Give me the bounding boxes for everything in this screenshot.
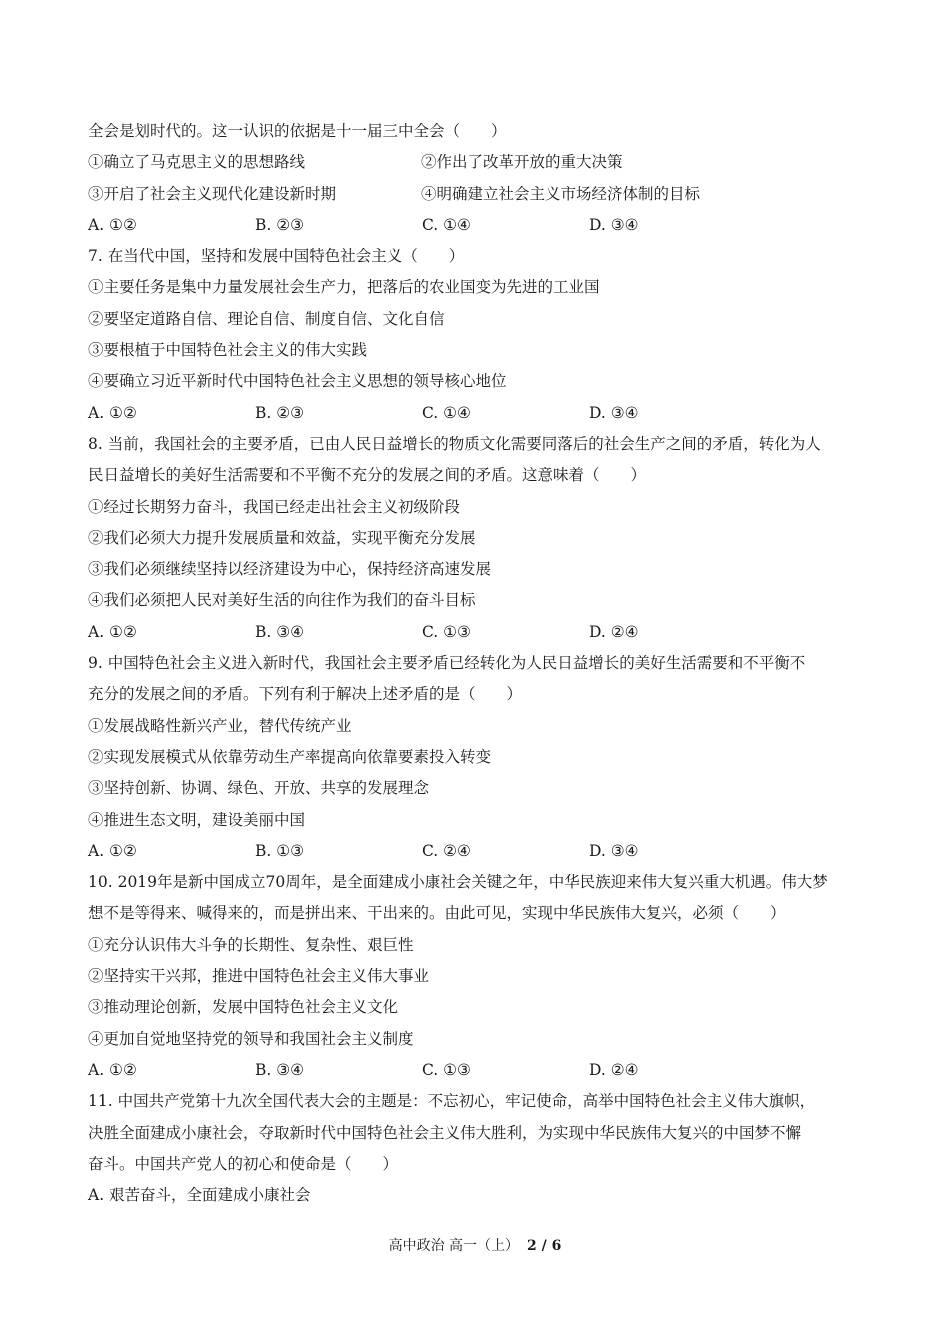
q10-choice-c: C. ①③: [422, 1060, 471, 1079]
q9-choice-b: B. ①③: [255, 841, 305, 860]
q6-choice-b: B. ②③: [255, 215, 305, 234]
q9-choice-c: C. ②④: [422, 841, 471, 860]
q6-option-1: ①确立了马克思主义的思想路线: [88, 153, 306, 172]
exam-content: [88, 116, 868, 1211]
q11-stem-line-3: 奋斗。中国共产党人的初心和使命是（ ）: [88, 1154, 399, 1173]
q8-choice-b: B. ③④: [255, 622, 305, 641]
q9-choices: [88, 836, 868, 867]
q8-option-4: ④我们必须把人民对美好生活的向往作为我们的奋斗目标: [88, 591, 476, 610]
q9-option-4: ④推进生态文明，建设美丽中国: [88, 810, 306, 829]
q8-option-3: ③我们必须继续坚持以经济建设为中心，保持经济高速发展: [88, 560, 492, 579]
q11-stem-line-1: 11. 中国共产党第十九次全国代表大会的主题是：不忘初心，牢记使命，高举中国特色社会主义伟大旗帜，: [88, 1092, 816, 1111]
q10-stem-line-1: 10. 2019年是新中国成立70周年，是全面建成小康社会关键之年，中华民族迎来伟大复兴重大机遇。伟大梦: [88, 873, 828, 892]
q7-option-3: ③要根植于中国特色社会主义的伟大实践: [88, 341, 368, 360]
q8-stem-line-1: 8. 当前，我国社会的主要矛盾，已由人民日益增长的物质文化需要同落后的社会生产之间的矛盾，转化为人: [88, 434, 821, 453]
q9-stem-line-1: 9. 中国特色社会主义进入新时代，我国社会主要矛盾已经转化为人民日益增长的美好生活需要和不平衡不: [88, 654, 806, 673]
q7-option-1: ①主要任务是集中力量发展社会生产力，把落后的农业国变为先进的工业国: [88, 278, 600, 297]
q7-choice-d: D. ③④: [589, 403, 639, 422]
q9-choice-a: A. ①②: [88, 841, 137, 860]
q9-option-3: ③坚持创新、协调、绿色、开放、共享的发展理念: [88, 779, 430, 798]
q7-option-2: ②要坚定道路自信、理论自信、制度自信、文化自信: [88, 309, 445, 328]
q8-option-2: ②我们必须大力提升发展质量和效益，实现平衡充分发展: [88, 528, 476, 547]
q10-choice-b: B. ③④: [255, 1060, 305, 1079]
q6-choices: [88, 210, 868, 241]
q6-options-row-1: [88, 147, 868, 178]
q6-options-row-2: [88, 179, 868, 210]
q6-choice-d: D. ③④: [589, 215, 639, 234]
q7-stem: 7. 在当代中国，坚持和发展中国特色社会主义（ ）: [88, 247, 465, 266]
q10-option-4: ④更加自觉地坚持党的领导和我国社会主义制度: [88, 1029, 414, 1048]
q7-choice-a: A. ①②: [88, 403, 137, 422]
page-footer: [0, 1235, 950, 1255]
q10-choice-d: D. ②④: [589, 1060, 639, 1079]
q11-stem-line-2: 决胜全面建成小康社会，夺取新时代中国特色社会主义伟大胜利，为实现中华民族伟大复兴的中国梦不懈: [88, 1123, 802, 1142]
q8-choices: [88, 617, 868, 648]
q7-choice-c: C. ①④: [422, 403, 471, 422]
q10-option-3: ③推动理论创新，发展中国特色社会主义文化: [88, 998, 399, 1017]
q6-option-4: ④明确建立社会主义市场经济体制的目标: [421, 184, 701, 203]
q9-stem-line-2: 充分的发展之间的矛盾。下列有利于解决上述矛盾的是（ ）: [88, 685, 523, 704]
q8-choice-d: D. ②④: [589, 622, 639, 641]
q7-choices: [88, 398, 868, 429]
q10-choices: [88, 1055, 868, 1086]
q6-choice-c: C. ①④: [422, 215, 471, 234]
q9-choice-d: D. ③④: [589, 841, 639, 860]
q6-stem-tail: 全会是划时代的。这一认识的依据是十一届三中全会（ ）: [88, 122, 507, 140]
q8-choice-a: A. ①②: [88, 622, 137, 641]
q8-option-1: ①经过长期努力奋斗，我国已经走出社会主义初级阶段: [88, 497, 461, 516]
q6-option-3: ③开启了社会主义现代化建设新时期: [88, 184, 337, 203]
q10-option-1: ①充分认识伟大斗争的长期性、复杂性、艰巨性: [88, 935, 414, 954]
page-number: 2 / 6: [527, 1238, 562, 1254]
q6-option-2: ②作出了改革开放的重大决策: [421, 153, 623, 172]
q6-choice-a: A. ①②: [88, 215, 137, 234]
q7-option-4: ④要确立习近平新时代中国特色社会主义思想的领导核心地位: [88, 372, 507, 391]
q8-stem-line-2: 民日益增长的美好生活需要和不平衡不充分的发展之间的矛盾。这意味着（ ）: [88, 466, 647, 485]
q10-stem-line-2: 想不是等得来、喊得来的，而是拼出来、干出来的。由此可见，实现中华民族伟大复兴，必须（ ）: [88, 904, 786, 923]
q7-choice-b: B. ②③: [255, 403, 305, 422]
footer-label: 高中政治 高一（上）: [388, 1238, 520, 1254]
q10-choice-a: A. ①②: [88, 1060, 137, 1079]
q10-option-2: ②坚持实干兴邦，推进中国特色社会主义伟大事业: [88, 967, 430, 986]
q8-choice-c: C. ①③: [422, 622, 471, 641]
q9-option-1: ①发展战略性新兴产业，替代传统产业: [88, 716, 352, 735]
q9-option-2: ②实现发展模式从依靠劳动生产率提高向依靠要素投入转变: [88, 747, 492, 766]
q11-choice-a: A. 艰苦奋斗，全面建成小康社会: [88, 1186, 311, 1205]
